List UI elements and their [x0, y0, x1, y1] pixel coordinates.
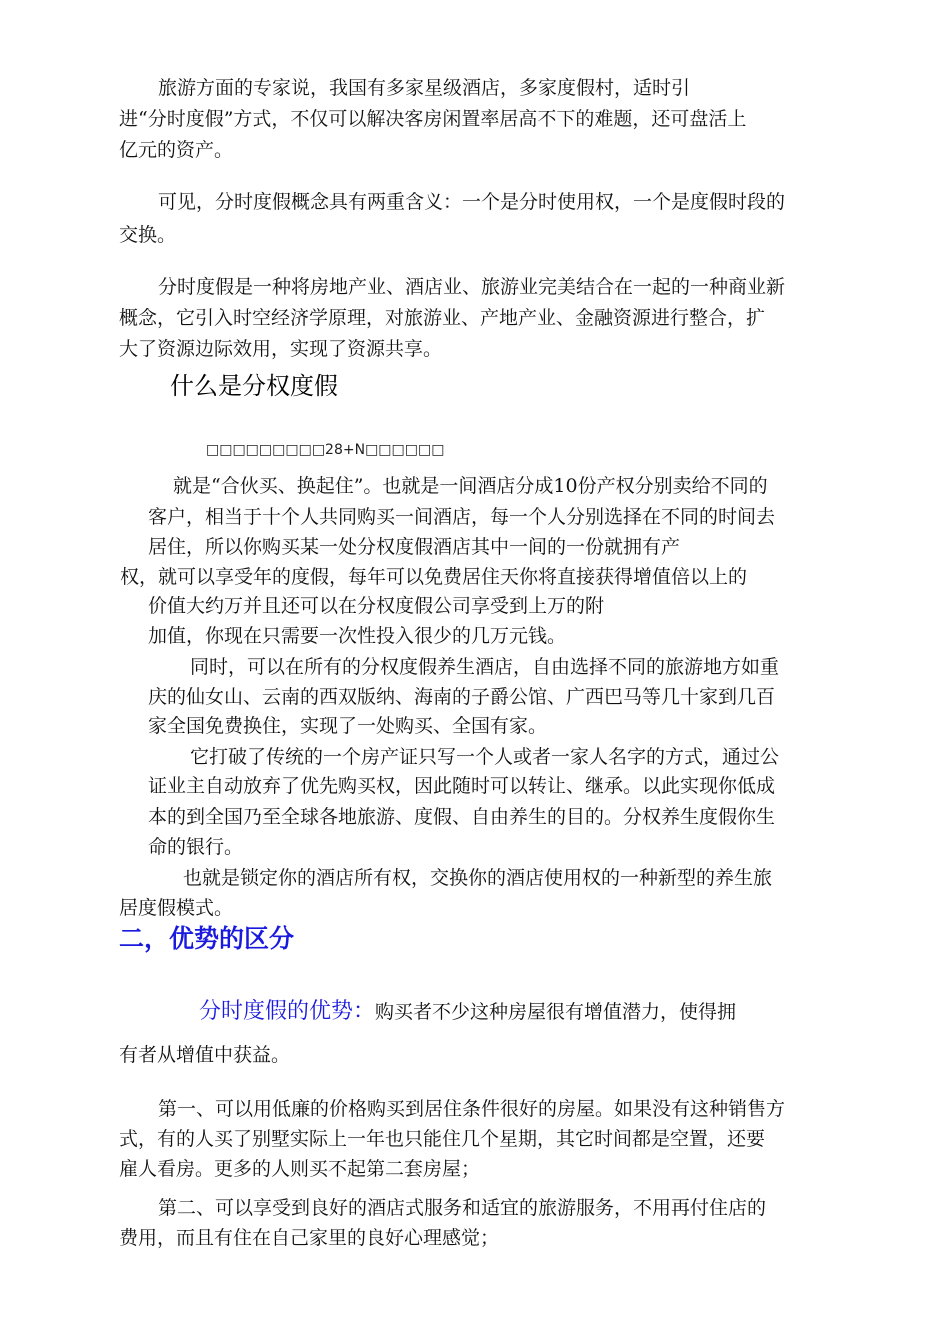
- paragraph-5-line-2: 庆的仙女山、云南的西双版纳、海南的子爵公馆、广西巴马等几十家到几百: [148, 686, 776, 708]
- heading-advantages: 二，优势的区分: [119, 924, 295, 953]
- paragraph-2-line-1: 可见，分时度假概念具有两重含义：一个是分时使用权，一个是度假时段的: [158, 191, 786, 213]
- paragraph-3-line-3: 大了资源边际效用，实现了资源共享。: [119, 338, 443, 360]
- paragraph-4-line-6: 加值，你现在只需要一次性投入很少的几万元钱。: [148, 625, 567, 647]
- paragraph-5-line-3: 家全国免费换住，实现了一处购买、全国有家。: [148, 715, 548, 737]
- paragraph-7-line-1: 也就是锁定你的酒店所有权，交换你的酒店使用权的一种新型的养生旅: [183, 867, 773, 889]
- paragraph-4-line-2: 客户，相当于十个人共同购买一间酒店，每一个人分别选择在不同的时间去: [148, 506, 776, 528]
- paragraph-1-line-1: 旅游方面的专家说，我国有多家星级酒店，多家度假村，适时引: [158, 77, 691, 99]
- paragraph-9-line-3: 雇人看房。更多的人则买不起第二套房屋；: [119, 1158, 481, 1180]
- paragraph-6-line-4: 命的银行。: [148, 836, 244, 858]
- paragraph-6-line-1: 它打破了传统的一个房产证只写一个人或者一家人名字的方式，通过公: [190, 746, 780, 768]
- paragraph-3-line-1: 分时度假是一种将房地产业、酒店业、旅游业完美结合在一起的一种商业新: [158, 276, 786, 298]
- paragraph-5-line-1: 同时，可以在所有的分权度假养生酒店，自由选择不同的旅游地方如重: [190, 656, 780, 678]
- paragraph-6-line-2: 证业主自动放弃了优先购买权，因此随时可以转让、继承。以此实现你低成: [148, 775, 776, 797]
- paragraph-6-line-3: 本的到全国乃至全球各地旅游、度假、自由养生的目的。分权养生度假你生: [148, 806, 776, 828]
- advantage-line-2: 有者从增值中获益。: [119, 1044, 291, 1066]
- paragraph-2-line-2: 交换。: [119, 224, 177, 246]
- paragraph-9-line-2: 式，有的人买了别墅实际上一年也只能住几个星期，其它时间都是空置，还要: [119, 1128, 766, 1150]
- paragraph-3-line-2: 概念，它引入时空经济学原理，对旅游业、产地产业、金融资源进行整合，扩: [119, 307, 766, 329]
- paragraph-10-line-2: 费用，而且有住在自己家里的良好心理感觉；: [119, 1227, 500, 1249]
- paragraph-4-line-4: 权，就可以享受年的度假，每年可以免费居住天你将直接获得增值倍以上的: [120, 566, 748, 588]
- advantage-line-1: [199, 1000, 736, 1024]
- paragraph-1-line-2: 进“分时度假”方式，不仅可以解决客房闲置率居高不下的难题，还可盘活上: [119, 108, 747, 130]
- paragraph-7-line-2: 居度假模式。: [119, 897, 234, 919]
- paragraph-1-line-3: 亿元的资产。: [119, 139, 234, 161]
- garbled-line: □□□□□□□□□28+N□□□□□□: [206, 442, 445, 458]
- paragraph-4-line-3: 居住，所以你购买某一处分权度假酒店其中一间的一份就拥有产: [148, 536, 681, 558]
- advantage-label: 分时度假的优势：: [199, 999, 376, 1024]
- paragraph-9-line-1: 第一、可以用低廉的价格购买到居住条件很好的房屋。如果没有这种销售方: [158, 1098, 786, 1120]
- paragraph-4-line-5: 价值大约万并且还可以在分权度假公司享受到上万的附: [148, 595, 605, 617]
- advantage-text: 购买者不少这种房屋很有增值潜力，使得拥: [375, 1001, 737, 1023]
- paragraph-10-line-1: 第二、可以享受到良好的酒店式服务和适宜的旅游服务，不用再付住店的: [158, 1197, 767, 1219]
- paragraph-4-line-1: 就是“合伙买、换起住”。也就是一间酒店分成10份产权分别卖给不同的: [173, 475, 768, 497]
- heading-what-is-fractional: 什么是分权度假: [170, 372, 338, 400]
